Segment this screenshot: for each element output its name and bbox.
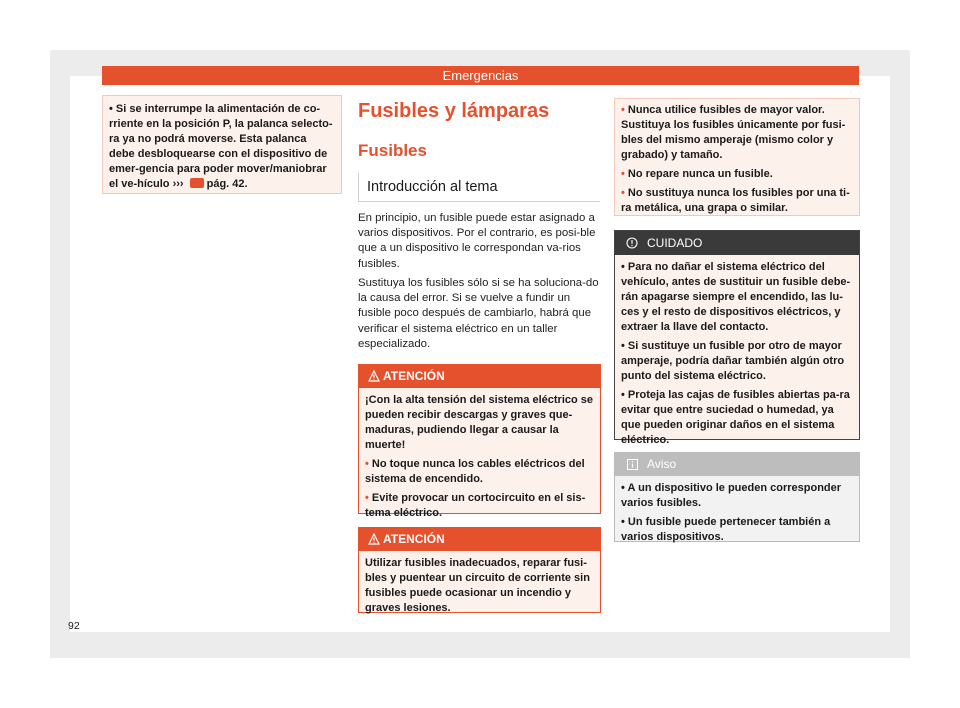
note-item-text: A un dispositivo le pueden corresponder varios fusibles. (621, 482, 842, 509)
bullet: • (621, 516, 625, 528)
rule-item-text: Nunca utilice fusibles de mayor valor. Sustituya los fusibles únicamente por fusi-bles del mismo amperaje (mismo color y grabado) y tamaño. (621, 104, 846, 161)
heading-rule-vertical (358, 173, 359, 201)
info-square-icon (627, 459, 638, 470)
caution-item (621, 339, 853, 384)
left-note-ref[interactable]: pág. 42. (206, 178, 248, 190)
bullet: • (621, 104, 625, 116)
body-paragraph-2: Sustituya los fusibles sólo si se ha soluciona-do la causa del error. Si se vuelve a fundir un fusible poco después de cambiarlo, habrá que verificar el sistema eléctrico en un taller especializado. (358, 277, 599, 350)
heading-rule-horizontal (358, 201, 600, 202)
caution-title: CUIDADO (647, 236, 703, 250)
rule-item-text: No sustituya nunca los fusibles por una ti-ra metálica, una grapa o similar. (621, 187, 850, 214)
note-item (621, 515, 853, 545)
page-number: 92 (68, 620, 80, 632)
rule-item (621, 167, 853, 182)
warning-triangle-icon (368, 533, 380, 545)
left-note-text: Si se interrumpe la alimentación de co-rriente en la posición P, la palanca selecto-ra ya no podrá moverse. Esta palanca debe desbloquearse con el dispositivo de emer-gencia para poder mover/maniobrar el ve-hículo ››› (109, 103, 333, 190)
bullet: • (621, 261, 625, 273)
warning-header-1 (359, 365, 600, 388)
caution-item-text: Para no dañar el sistema eléctrico del vehículo, antes de sustituir un fusible debe-rán apagarse siempre el encendido, las lu-ces y el resto de dispositivos eléctricos, y extraer la llave del contacto. (621, 261, 851, 333)
warning-title-1: ATENCIÓN (383, 369, 445, 383)
note-box (614, 452, 860, 542)
rule-item (621, 103, 853, 163)
section-title: Fusibles y lámparas (358, 100, 550, 122)
fuse-rules-box (614, 98, 860, 216)
subsection-title: Fusibles (358, 141, 427, 160)
note-item-text: Un fusible puede pertenecer también a varios dispositivos. (621, 516, 831, 543)
bullet: • (365, 458, 369, 470)
warning-box-2 (358, 527, 601, 613)
warning-item (365, 491, 594, 521)
info-circle-icon (626, 237, 638, 249)
left-note-box (102, 95, 342, 194)
caution-header (615, 231, 859, 255)
caution-body (615, 255, 859, 457)
caution-item (621, 388, 853, 448)
page-reference-icon (190, 178, 204, 188)
bullet: • (621, 187, 625, 199)
body-paragraph-1: En principio, un fusible puede estar asignado a varios dispositivos. Por el contrario, es posi-ble que a un dispositivo le correspondan va-rios fusibles. (358, 212, 596, 270)
bullet: • (365, 492, 369, 504)
warning-text-2: Utilizar fusibles inadecuados, reparar fusi-bles y puentear un circuito de corriente sin fusibles puede ocasionar un incendio y graves lesiones. (365, 557, 590, 614)
warning-box-1 (358, 364, 601, 519)
chapter-header: Emergencias (102, 66, 859, 85)
rule-item (621, 186, 853, 216)
topic-title: Introducción al tema (367, 179, 498, 195)
rule-item-text: No repare nunca un fusible. (627, 168, 773, 180)
warning-item-text: No toque nunca los cables eléctricos del sistema de encendido. (365, 458, 585, 485)
caution-item-text: Proteja las cajas de fusibles abiertas pa-ra evitar que entre suciedad o humedad, ya que pueden originar daños en el sistema eléctrico. (621, 389, 850, 446)
note-body (615, 476, 859, 554)
warning-intro: ¡Con la alta tensión del sistema eléctrico se pueden recibir descargas y graves que-maduras, pudiendo llegar a causar la muerte! (365, 394, 594, 451)
bullet: • (621, 168, 625, 180)
warning-triangle-icon (368, 370, 380, 382)
warning-body-1 (359, 388, 600, 531)
warning-header-2 (359, 528, 600, 551)
warning-item-text: Evite provocar un cortocircuito en el sis-tema eléctrico. (365, 492, 586, 519)
caution-item-text: Si sustituye un fusible por otro de mayor amperaje, podría dañar también algún otro punto del sistema eléctrico. (621, 340, 845, 382)
warning-body-2 (359, 551, 600, 626)
caution-item (621, 260, 853, 335)
bullet: • (621, 482, 625, 494)
bullet: • (109, 103, 113, 115)
bullet: • (621, 389, 625, 401)
warning-title-2: ATENCIÓN (383, 532, 445, 546)
note-title: Aviso (647, 457, 677, 471)
caution-box (614, 230, 860, 446)
bullet: • (621, 340, 625, 352)
warning-item (365, 457, 594, 487)
note-item (621, 481, 853, 511)
note-header (615, 453, 859, 476)
